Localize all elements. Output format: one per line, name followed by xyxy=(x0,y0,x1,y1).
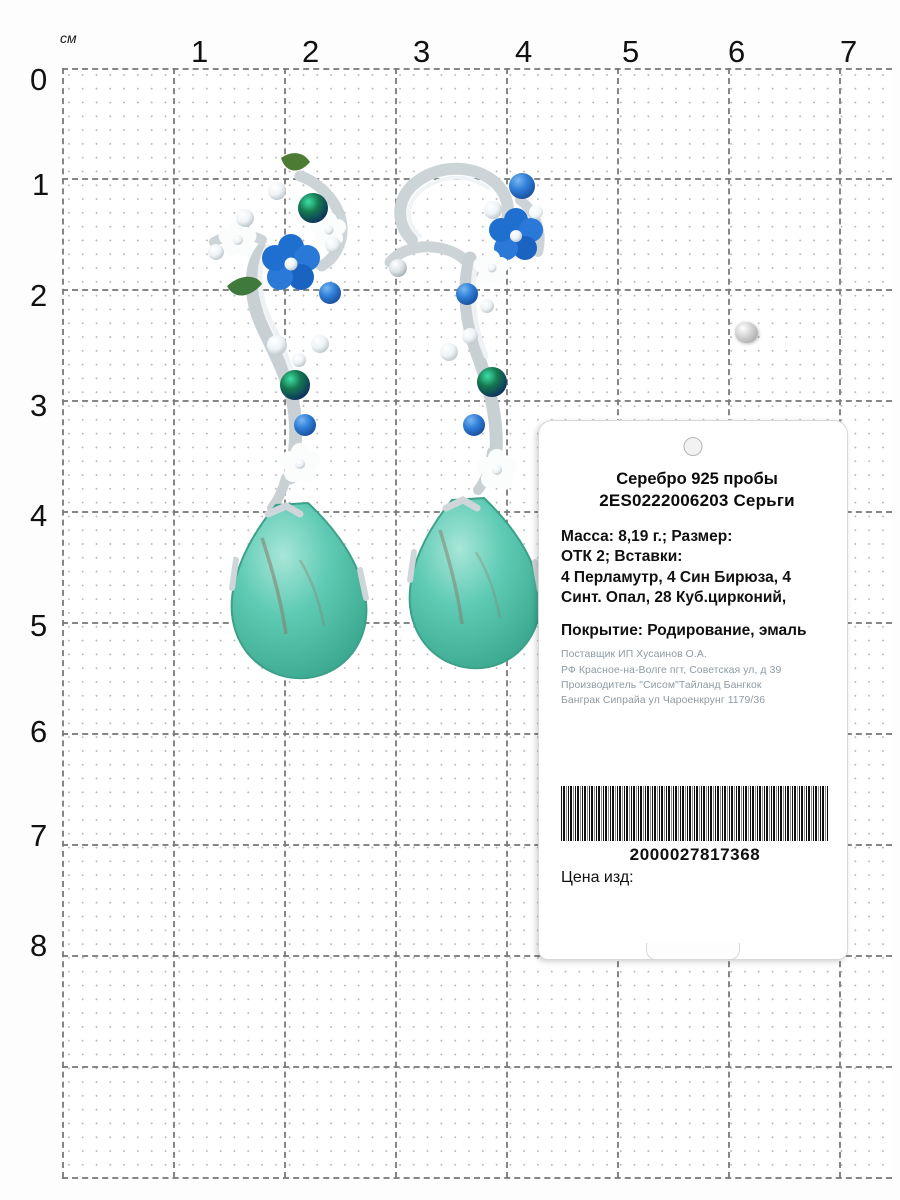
grid-vline-2 xyxy=(284,68,286,1178)
x-tick-4: 4 xyxy=(515,34,533,69)
grid-hline-10 xyxy=(62,1177,892,1179)
grid-hline-3 xyxy=(62,400,892,402)
tag-title: Серебро 925 пробы xyxy=(616,470,778,488)
y-tick-6: 6 xyxy=(30,714,48,749)
tag-article-code: 2ES0222006203 Серьги xyxy=(599,490,795,510)
tag-content xyxy=(561,469,833,708)
grid-hline-2 xyxy=(62,289,892,291)
tag-supplier-info xyxy=(561,647,833,707)
tag-price-label: Цена изд: xyxy=(561,869,634,886)
tag-supplier-line-2: РФ Красное-на-Волге пгт, Советская ул, д 39 xyxy=(561,664,782,676)
tag-hole xyxy=(684,437,703,456)
y-tick-8: 8 xyxy=(30,928,48,963)
barcode-number: 2000027817368 xyxy=(629,845,761,864)
tag-otk-inserts: ОТК 2; Вставки: xyxy=(561,548,683,566)
tag-coating: Покрытие: Родирование, эмаль xyxy=(561,622,807,640)
x-tick-3: 3 xyxy=(413,34,431,69)
x-tick-6: 6 xyxy=(728,34,746,69)
barcode-area xyxy=(561,786,829,865)
grid-vline-0 xyxy=(62,68,64,1178)
tag-inserts-line-2: Синт. Опал, 28 Куб.цирконий, xyxy=(561,588,787,606)
tag-supplier-line-4: Банграк Сипрайа ул Чароенкрунг 1179/36 xyxy=(561,694,766,706)
tag-inserts-line-1: 4 Перламутр, 4 Син Бирюза, 4 xyxy=(561,568,792,586)
grid-vline-1 xyxy=(173,68,175,1178)
grid-hline-9 xyxy=(62,1066,892,1068)
grid-vline-4 xyxy=(506,68,508,1178)
tag-supplier-line-3: Производитель "Сисом"Тайланд Бангкок xyxy=(561,679,762,691)
y-tick-2: 2 xyxy=(30,278,48,313)
grid-hline-0 xyxy=(62,68,892,70)
y-tick-3: 3 xyxy=(30,388,48,423)
unit-label-cm: см xyxy=(60,30,77,46)
tag-bottom-notch xyxy=(646,943,740,960)
y-tick-5: 5 xyxy=(30,608,48,643)
stray-metal-bead xyxy=(735,322,758,343)
y-tick-7: 7 xyxy=(30,818,48,853)
x-tick-5: 5 xyxy=(622,34,640,69)
y-tick-0: 0 xyxy=(30,62,48,97)
x-tick-7: 7 xyxy=(840,34,858,69)
tag-supplier-line-1: Поставщик ИП Хусаинов О.А. xyxy=(561,649,707,661)
y-tick-1: 1 xyxy=(32,167,50,202)
grid-vline-3 xyxy=(395,68,397,1178)
y-tick-4: 4 xyxy=(30,498,48,533)
x-tick-1: 1 xyxy=(191,34,209,69)
tag-specs xyxy=(561,527,833,609)
barcode-image xyxy=(561,786,829,841)
x-tick-2: 2 xyxy=(302,34,320,69)
price-tag xyxy=(538,420,848,960)
tag-mass-size: Масса: 8,19 г.; Размер: xyxy=(561,527,733,545)
grid-hline-1 xyxy=(62,178,892,180)
